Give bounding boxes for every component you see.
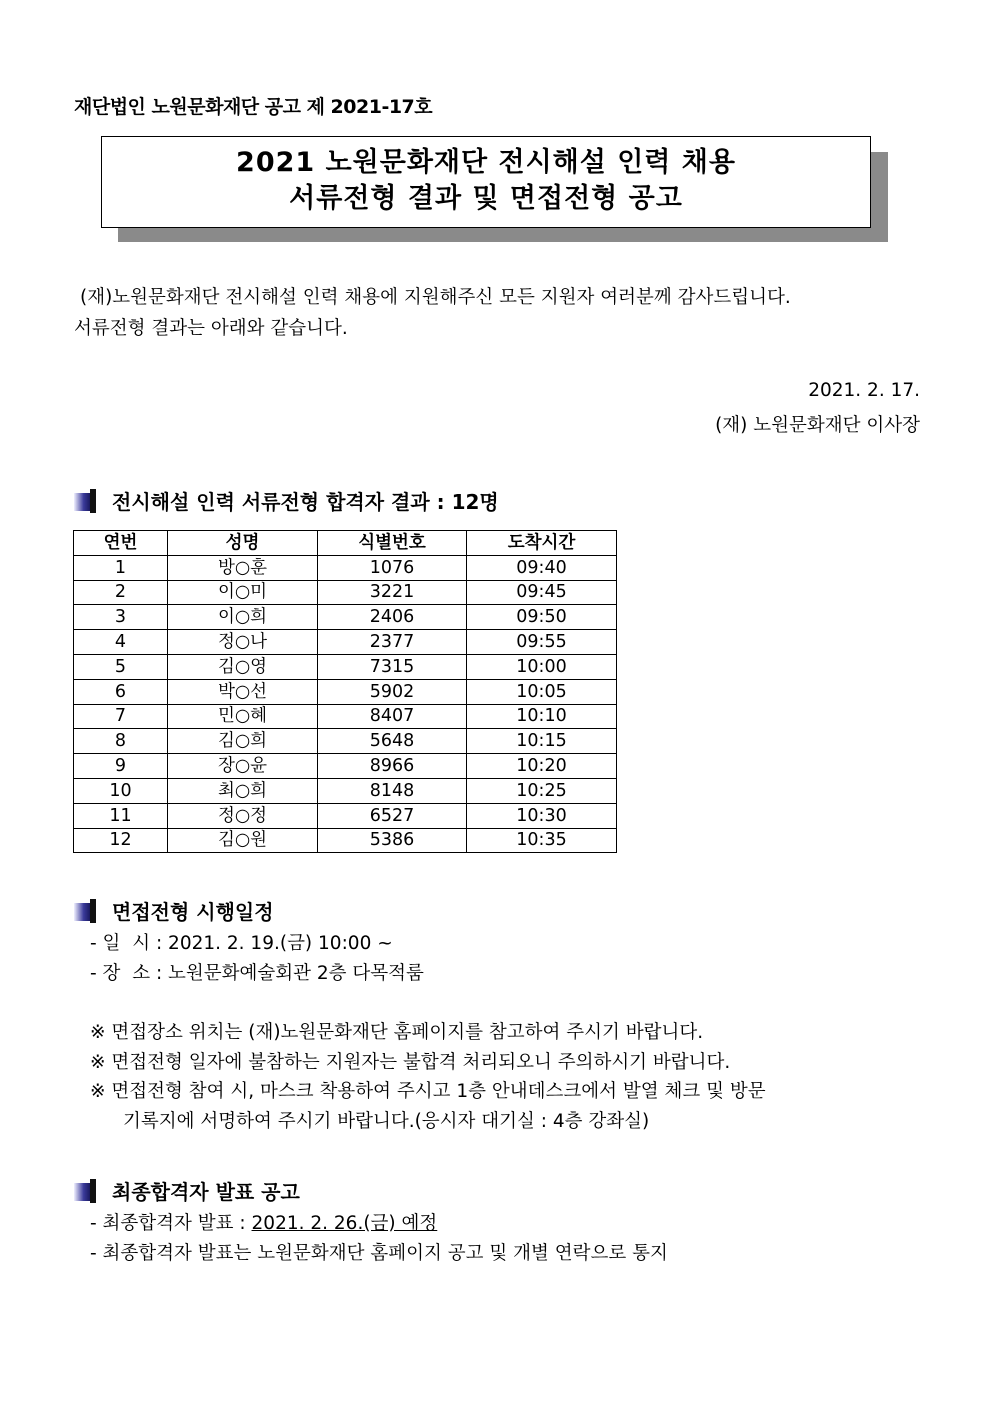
table-cell: 6527 [318, 803, 467, 828]
table-cell: 10:15 [467, 729, 617, 754]
final-announce-date: 2021. 2. 26.(금) 예정 [251, 1213, 438, 1234]
table-cell: 8407 [318, 704, 467, 729]
table-row [74, 555, 617, 580]
title-box [101, 136, 871, 228]
section-heading-final-text: 최종합격자 발표 공고 [112, 1180, 300, 1204]
interview-datetime: - 일 시 : 2021. 2. 19.(금) 10:00 ~ [90, 933, 393, 954]
section-heading-results-text: 전시해설 인력 서류전형 합격자 결과 : 12명 [112, 490, 499, 514]
table-cell: 10:00 [467, 654, 617, 679]
table-cell: 3 [74, 605, 168, 630]
title-line-1: 2021 노원문화재단 전시해설 인력 채용 [236, 147, 736, 178]
note-3: ※ 면접전형 참여 시, 마스크 착용하여 주시고 1층 안내데스크에서 발열 체크 및 방문 [90, 1081, 766, 1102]
table-cell: 10:25 [467, 778, 617, 803]
table-row [74, 754, 617, 779]
table-cell: 8966 [318, 754, 467, 779]
table-cell: 10:10 [467, 704, 617, 729]
table-row [74, 630, 617, 655]
table-cell: 5902 [318, 679, 467, 704]
intro-line-2: 서류전형 결과는 아래와 같습니다. [74, 318, 348, 339]
table-row [74, 605, 617, 630]
table-row [74, 679, 617, 704]
table-cell: 정○나 [168, 630, 318, 655]
table-cell: 5386 [318, 828, 467, 853]
column-header: 성명 [168, 531, 318, 556]
table-cell: 09:50 [467, 605, 617, 630]
table-row [74, 654, 617, 679]
table-cell: 이○희 [168, 605, 318, 630]
note-2: ※ 면접전형 일자에 불참하는 지원자는 불합격 처리되오니 주의하시기 바랍니다. [90, 1051, 731, 1073]
announcement-date: 2021. 2. 17. [808, 380, 920, 401]
table-cell: 10:35 [467, 828, 617, 853]
table-cell: 10:05 [467, 679, 617, 704]
signer: (재) 노원문화재단 이사장 [715, 415, 920, 436]
table-row [74, 729, 617, 754]
section-marker-icon [74, 489, 98, 513]
table-cell: 2377 [318, 630, 467, 655]
table-cell: 8 [74, 729, 168, 754]
section-heading-interview-text: 면접전형 시행일정 [112, 900, 274, 924]
section-marker-icon [74, 899, 98, 923]
section-heading-interview [74, 896, 274, 925]
section-heading-results [74, 486, 499, 515]
table-cell: 김○희 [168, 729, 318, 754]
table-cell: 1076 [318, 555, 467, 580]
table-cell: 방○훈 [168, 555, 318, 580]
table-cell: 장○윤 [168, 754, 318, 779]
final-announce-line [90, 1209, 668, 1239]
table-cell: 6 [74, 679, 168, 704]
table-cell: 박○선 [168, 679, 318, 704]
table-cell: 3221 [318, 580, 467, 605]
table-cell: 김○영 [168, 654, 318, 679]
table-cell: 김○원 [168, 828, 318, 853]
table-cell: 2406 [318, 605, 467, 630]
table-cell: 5648 [318, 729, 467, 754]
table-cell: 2 [74, 580, 168, 605]
notice-number: 재단법인 노원문화재단 공고 제 2021-17호 [74, 96, 433, 118]
table-cell: 4 [74, 630, 168, 655]
table-cell: 7315 [318, 654, 467, 679]
final-notify-line: - 최종합격자 발표는 노원문화재단 홈페이지 공고 및 개별 연락으로 통지 [90, 1242, 668, 1264]
table-row [74, 778, 617, 803]
note-1: ※ 면접장소 위치는 (재)노원문화재단 홈페이지를 참고하여 주시기 바랍니다. [90, 1022, 704, 1043]
section-marker-icon [74, 1179, 98, 1203]
table-cell: 10:20 [467, 754, 617, 779]
interview-schedule [90, 929, 424, 988]
final-announcement [90, 1209, 668, 1268]
interview-place: - 장 소 : 노원문화예술회관 2층 다목적룸 [90, 962, 424, 984]
column-header: 식별번호 [318, 531, 467, 556]
interview-notes [90, 1018, 920, 1136]
column-header: 연번 [74, 531, 168, 556]
title-line-2: 서류전형 결과 및 면접전형 공고 [289, 183, 683, 214]
table-cell: 10 [74, 778, 168, 803]
table-row [74, 828, 617, 853]
table-cell: 7 [74, 704, 168, 729]
table-cell: 09:55 [467, 630, 617, 655]
table-header-row [74, 531, 617, 556]
table-cell: 민○혜 [168, 704, 318, 729]
table-cell: 9 [74, 754, 168, 779]
final-announce-prefix: - 최종합격자 발표 : [90, 1213, 252, 1234]
table-cell: 1 [74, 555, 168, 580]
table-row [74, 803, 617, 828]
intro-line-1: (재)노원문화재단 전시해설 인력 채용에 지원해주신 모든 지원자 여러분께 감사드립니다. [80, 287, 791, 308]
table-cell: 11 [74, 803, 168, 828]
note-3-continued: 기록지에 서명하여 주시기 바랍니다.(응시자 대기실 : 4층 강좌실) [123, 1110, 650, 1132]
section-heading-final [74, 1176, 300, 1205]
table-cell: 정○정 [168, 803, 318, 828]
table-cell: 8148 [318, 778, 467, 803]
results-table [73, 530, 617, 853]
table-cell: 09:40 [467, 555, 617, 580]
table-row [74, 704, 617, 729]
table-cell: 최○희 [168, 778, 318, 803]
table-cell: 09:45 [467, 580, 617, 605]
column-header: 도착시간 [467, 531, 617, 556]
table-cell: 5 [74, 654, 168, 679]
table-cell: 이○미 [168, 580, 318, 605]
table-row [74, 580, 617, 605]
table-cell: 10:30 [467, 803, 617, 828]
table-cell: 12 [74, 828, 168, 853]
intro-paragraph [74, 282, 924, 344]
